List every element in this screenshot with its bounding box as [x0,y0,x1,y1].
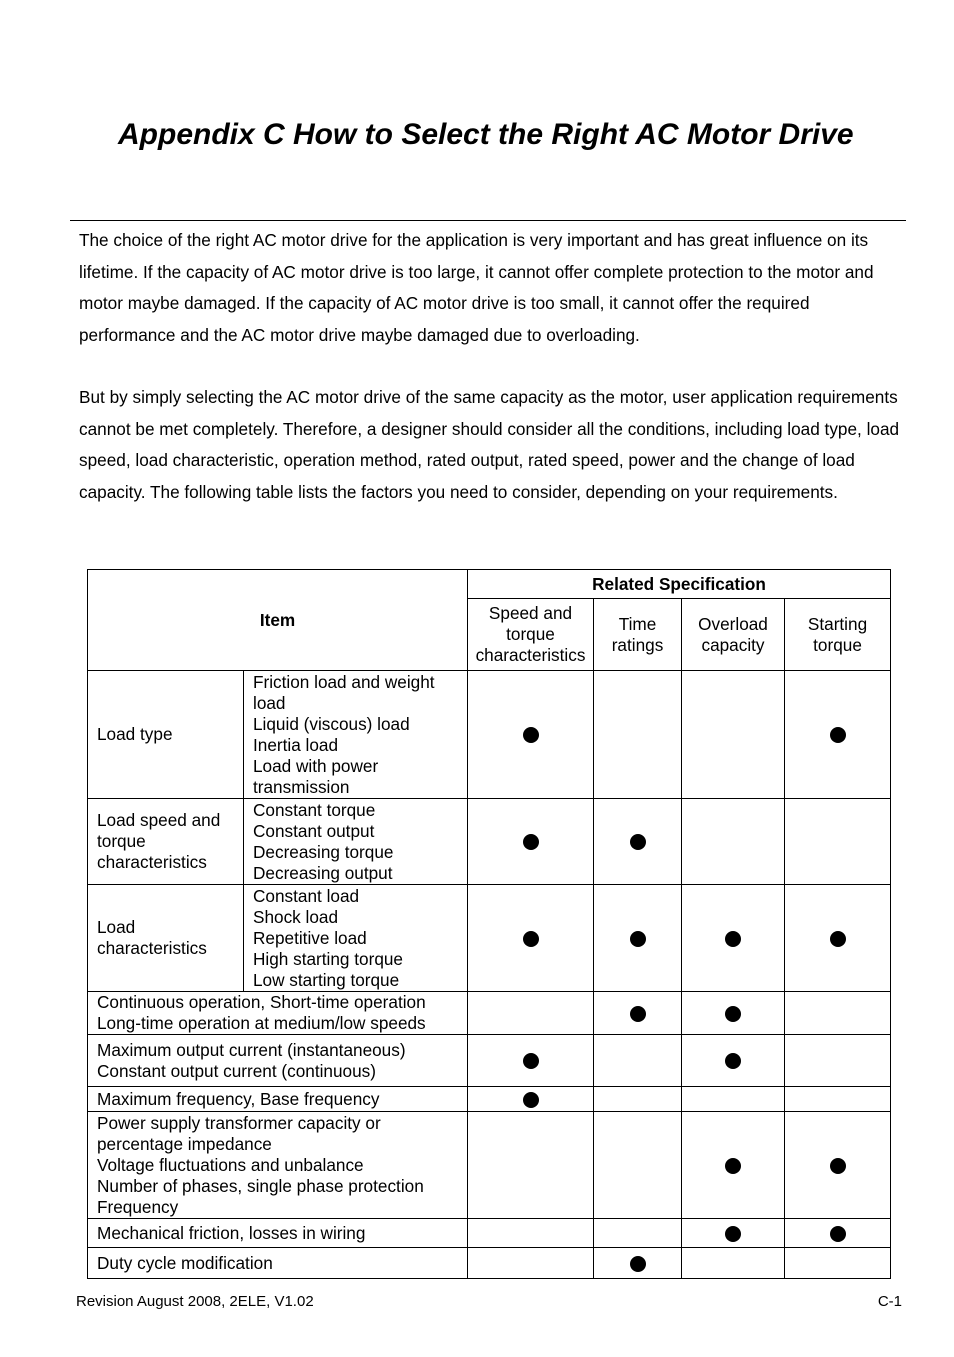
mark-cell [594,671,682,799]
table-row [88,1087,891,1112]
mark-cell [785,992,891,1035]
bullet-mark [630,834,646,850]
bullet-mark [523,1092,539,1108]
table-row [88,799,891,885]
bullet-mark [523,727,539,743]
table-row [88,1112,891,1219]
table-row [88,992,891,1035]
table-row [88,1248,891,1279]
table-row [88,671,891,799]
table-header-row [88,570,891,599]
mark-cell [468,799,594,885]
mark-cell [682,671,785,799]
bullet-mark [523,931,539,947]
bullet-mark [725,1226,741,1242]
mark-cell [785,1035,891,1087]
mark-cell [468,885,594,992]
row-label: Load characteristics [88,885,244,992]
mark-cell [785,1112,891,1219]
row-label: Load type [88,671,244,799]
bullet-mark [725,1053,741,1069]
mark-cell [785,885,891,992]
bullet-mark [830,931,846,947]
mark-cell [682,1035,785,1087]
mark-cell [468,992,594,1035]
mark-cell [682,1112,785,1219]
row-label: Maximum output current (instantaneous) Constant output current (continuous) [88,1035,468,1087]
col-header-overload-capacity: Overload capacity [682,599,785,671]
item-header: Item [88,570,468,671]
mark-cell [468,1219,594,1248]
intro-paragraph-2: But by simply selecting the AC motor drive of the same capacity as the motor, user application requirements cannot be met completely. Therefore, a designer should consider all the conditions, including load type, load speed, load characteristic, operation method, rated output, rated speed, power and the change of load capacity. The following table lists the factors you need to consider, depending on your requirements. [79,387,900,502]
mark-cell [682,885,785,992]
mark-cell [594,1219,682,1248]
mark-cell [468,1248,594,1279]
table-row [88,885,891,992]
row-label: Maximum frequency, Base frequency [88,1087,468,1112]
mark-cell [785,1087,891,1112]
row-sub-items: Constant load Shock load Repetitive load High starting torque Low starting torque [244,885,468,992]
mark-cell [594,885,682,992]
row-label: Continuous operation, Short-time operation Long-time operation at medium/low speeds [88,992,468,1035]
row-label: Power supply transformer capacity or percentage impedance Voltage fluctuations and unbalance Number of phases, single phase protection Frequency [88,1112,468,1219]
page-title: Appendix C How to Select the Right AC Motor Drive [118,118,854,151]
title-divider [70,220,906,221]
table-row [88,1035,891,1087]
mark-cell [682,1219,785,1248]
bullet-mark [630,1256,646,1272]
mark-cell [594,799,682,885]
table-row [88,1219,891,1248]
row-label: Duty cycle modification [88,1248,468,1279]
mark-cell [682,1248,785,1279]
mark-cell [785,671,891,799]
bullet-mark [725,931,741,947]
bullet-mark [830,727,846,743]
mark-cell [594,1248,682,1279]
footer-revision: Revision August 2008, 2ELE, V1.02 [76,1293,314,1310]
mark-cell [594,1035,682,1087]
col-header-time-ratings: Time ratings [594,599,682,671]
intro-paragraph-1: The choice of the right AC motor drive for the application is very important and has great influence on its lifetime. If the capacity of AC motor drive is too large, it cannot offer complete protection to the motor and motor maybe damaged. If the capacity of AC motor drive is too small, it cannot offer the required performance and the AC motor drive maybe damaged due to overloading. [79,230,874,345]
related-spec-header: Related Specification [468,570,891,599]
mark-cell [785,799,891,885]
bullet-mark [725,1006,741,1022]
mark-cell [785,1219,891,1248]
bullet-mark [630,1006,646,1022]
mark-cell [468,1087,594,1112]
mark-cell [468,1035,594,1087]
row-sub-items: Friction load and weight load Liquid (viscous) load Inertia load Load with power transmission [244,671,468,799]
mark-cell [682,799,785,885]
bullet-mark [725,1158,741,1174]
mark-cell [594,992,682,1035]
mark-cell [682,1087,785,1112]
row-label: Load speed and torque characteristics [88,799,244,885]
bullet-mark [523,1053,539,1069]
selection-factors-table [87,569,891,1279]
bullet-mark [523,834,539,850]
mark-cell [594,1112,682,1219]
bullet-mark [830,1158,846,1174]
row-label: Mechanical friction, losses in wiring [88,1219,468,1248]
mark-cell [468,671,594,799]
bullet-mark [830,1226,846,1242]
mark-cell [682,992,785,1035]
footer-page-number: C-1 [877,1293,902,1310]
bullet-mark [630,931,646,947]
col-header-starting-torque: Starting torque [785,599,891,671]
mark-cell [468,1112,594,1219]
col-header-speed-torque: Speed and torque characteristics [468,599,594,671]
mark-cell [785,1248,891,1279]
mark-cell [594,1087,682,1112]
row-sub-items: Constant torque Constant output Decreasing torque Decreasing output [244,799,468,885]
